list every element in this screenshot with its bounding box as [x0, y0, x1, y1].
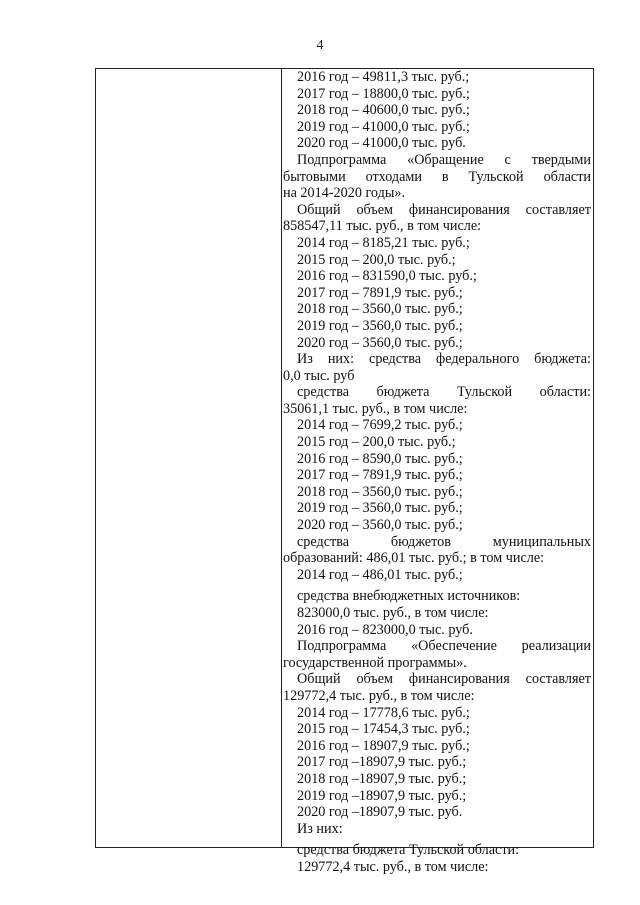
text-line: на 2014-2020 годы». [283, 185, 405, 202]
text-line: 129772,4 тыс. руб., в том числе: [283, 687, 475, 704]
text-line: 2016 год – 831590,0 тыс. руб.; [297, 268, 477, 285]
text-line: 35061,1 тыс. руб., в том числе: [283, 400, 468, 417]
text-line: Общий объем финансирования составляет [297, 201, 591, 218]
text-line: 129772,4 тыс. руб., в том числе: [297, 858, 489, 875]
text-line: 2019 год – 41000,0 тыс. руб.; [297, 118, 470, 135]
text-line: Общий объем финансирования составляет [297, 671, 591, 688]
text-line: 2016 год – 49811,3 тыс. руб.; [297, 69, 470, 85]
text-line: 2014 год – 17778,6 тыс. руб.; [297, 704, 470, 721]
text-line: 2020 год –18907,9 тыс. руб. [297, 804, 463, 821]
text-line: 2014 год – 7699,2 тыс. руб.; [297, 417, 463, 434]
text-line: 2014 год – 8185,21 тыс. руб.; [297, 234, 470, 251]
text-line: 2019 год – 3560,0 тыс. руб.; [297, 317, 463, 334]
text-line: Из них: средства федерального бюджета: [297, 351, 591, 368]
text-line: средства бюджетов муниципальных [297, 533, 591, 550]
column-divider [281, 69, 282, 847]
text-line: 2018 год – 3560,0 тыс. руб.; [297, 301, 463, 318]
text-line: 2018 год – 40600,0 тыс. руб.; [297, 102, 470, 119]
text-line: 2015 год – 200,0 тыс. руб.; [297, 434, 456, 451]
text-line: Подпрограмма «Обращение с твердыми [297, 151, 591, 168]
text-line: 2020 год – 3560,0 тыс. руб.; [297, 334, 463, 351]
text-line: 0,0 тыс. руб [283, 367, 355, 384]
financing-table [95, 68, 594, 875]
text-line: 2019 год –18907,9 тыс. руб.; [297, 787, 467, 804]
text-line: средства внебюджетных источников: [297, 588, 521, 605]
text-line: 823000,0 тыс. руб., в том числе: [297, 605, 489, 621]
table-right-cell [283, 69, 591, 876]
text-line: 2017 год –18907,9 тыс. руб.; [297, 754, 467, 771]
text-line: 2016 год – 823000,0 тыс. руб. [297, 621, 473, 638]
text-line: Подпрограмма «Обеспечение реализации [297, 638, 591, 655]
text-line: 2016 год – 8590,0 тыс. руб.; [297, 450, 463, 467]
text-line: 2019 год – 3560,0 тыс. руб.; [297, 500, 463, 517]
text-line: 2020 год – 41000,0 тыс. руб. [297, 135, 466, 152]
text-line: государственной программы». [283, 654, 467, 671]
text-line: 2017 год – 7891,9 тыс. руб.; [297, 284, 463, 301]
text-line: 2018 год – 3560,0 тыс. руб.; [297, 483, 463, 500]
text-line: 2015 год – 17454,3 тыс. руб.; [297, 721, 470, 738]
text-line: Из них: [297, 820, 343, 837]
text-line: средства бюджета Тульской области: [297, 842, 520, 859]
text-line: 2017 год – 18800,0 тыс. руб.; [297, 85, 470, 102]
text-line: бытовыми отходами в Тульской области [283, 168, 591, 185]
text-line: 2020 год – 3560,0 тыс. руб.; [297, 517, 463, 534]
text-line: 858547,11 тыс. руб., в том числе: [283, 218, 482, 235]
text-line: 2014 год – 486,01 тыс. руб.; [297, 566, 463, 583]
text-line: 2017 год – 7891,9 тыс. руб.; [297, 467, 463, 484]
page-number: 4 [316, 38, 324, 53]
text-line: 2018 год –18907,9 тыс. руб.; [297, 770, 467, 787]
text-line: 2016 год – 18907,9 тыс. руб.; [297, 737, 470, 754]
text-line: образований: 486,01 тыс. руб.; в том числе: [283, 550, 545, 567]
text-line: 2015 год – 200,0 тыс. руб.; [297, 251, 456, 268]
text-line: средства бюджета Тульской области: [297, 384, 591, 401]
